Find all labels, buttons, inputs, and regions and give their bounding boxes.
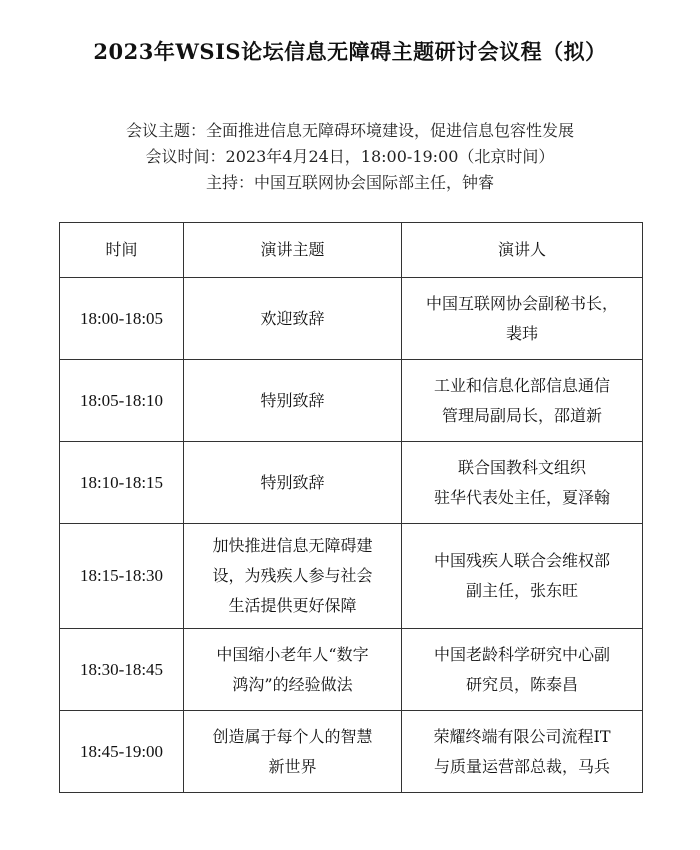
topic-line: 设，为残疾人参与社会: [212, 566, 373, 585]
speaker-line: 中国互联网协会副秘书长，: [425, 293, 618, 313]
row-speaker: [402, 360, 643, 442]
row-time: 18:45-19:00: [60, 711, 184, 793]
row-topic: [184, 442, 402, 524]
meeting-host: 主持：中国互联网协会国际部主任，钟睿: [205, 173, 494, 192]
topic-line: 新世界: [268, 756, 317, 776]
row-time: 18:30-18:45: [60, 629, 184, 711]
document-title: 2023年WSIS论坛信息无障碍主题研讨会议程（拟）: [93, 39, 607, 64]
row-topic: [184, 360, 402, 442]
agenda-header-row: [60, 223, 643, 278]
topic-line: 加快推进信息无障碍建: [212, 536, 373, 555]
topic-line: 鸿沟”的经验做法: [232, 674, 353, 694]
speaker-line: 荣耀终端有限公司流程IT: [433, 726, 611, 746]
speaker-line: 研究员，陈泰昌: [465, 674, 578, 694]
topic-line: 中国缩小老年人“数字: [216, 644, 369, 664]
row-speaker: [402, 442, 643, 524]
table-row: [60, 278, 643, 360]
header-topic: 演讲主题: [184, 223, 402, 278]
row-time: 18:15-18:30: [60, 524, 184, 629]
agenda-table: [59, 222, 643, 793]
meeting-info: [0, 118, 700, 196]
header-speaker: 演讲人: [402, 223, 643, 278]
topic-line: 生活提供更好保障: [228, 596, 357, 615]
row-speaker: [402, 629, 643, 711]
speaker-line: 裴玮: [505, 323, 538, 343]
row-topic: [184, 524, 402, 629]
topic-line: 欢迎致辞: [260, 308, 325, 328]
row-speaker: [402, 524, 643, 629]
row-topic: [184, 629, 402, 711]
row-topic: [184, 711, 402, 793]
row-time: 18:10-18:15: [60, 442, 184, 524]
speaker-line: 管理局副局长，邵道新: [441, 405, 602, 425]
speaker-line: 驻华代表处主任，夏泽翰: [433, 487, 610, 507]
speaker-line: 中国残疾人联合会维权部: [433, 551, 610, 570]
row-speaker: [402, 711, 643, 793]
row-speaker: [402, 278, 643, 360]
row-time: 18:05-18:10: [60, 360, 184, 442]
row-time: 18:00-18:05: [60, 278, 184, 360]
topic-line: 创造属于每个人的智慧: [212, 726, 373, 746]
table-row: [60, 442, 643, 524]
meeting-theme: 会议主题：全面推进信息无障碍环境建设，促进信息包容性发展: [125, 121, 574, 140]
speaker-line: 工业和信息化部信息通信: [433, 375, 610, 395]
table-row: [60, 711, 643, 793]
speaker-line: 中国老龄科学研究中心副: [433, 644, 610, 664]
topic-line: 特别致辞: [260, 472, 325, 492]
table-row: [60, 629, 643, 711]
meeting-time: 会议时间：2023年4月24日，18:00-19:00（北京时间）: [145, 147, 555, 166]
table-row: [60, 360, 643, 442]
speaker-line: 联合国教科文组织: [457, 457, 586, 477]
agenda-body: [60, 278, 643, 793]
row-topic: [184, 278, 402, 360]
header-time: 时间: [60, 223, 184, 278]
speaker-line: 副主任，张东旺: [465, 581, 578, 600]
table-row: [60, 524, 643, 629]
topic-line: 特别致辞: [260, 390, 325, 410]
speaker-line: 与质量运营部总裁，马兵: [433, 756, 610, 776]
